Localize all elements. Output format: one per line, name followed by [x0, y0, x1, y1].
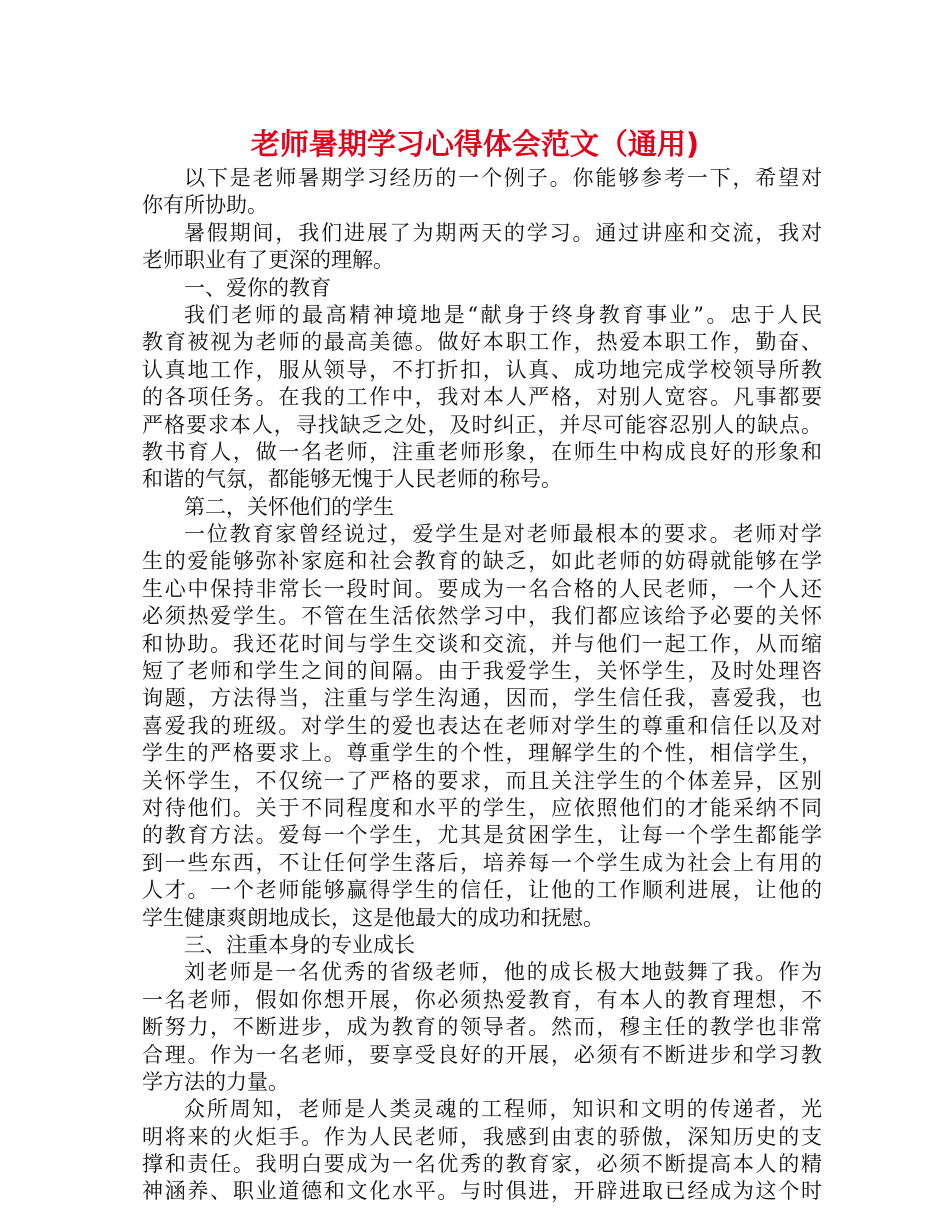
text-line: 暑假期间，我们进展了为期两天的学习。通过讲座和交流，我对	[184, 220, 822, 245]
text-line: 老师职业有了更深的理解。	[142, 248, 394, 273]
text-line: 和协助。我还花时间与学生交谈和交流，并与他们一起工作，从而缩	[142, 631, 822, 656]
text-line: 关怀学生，不仅统一了严格的要求，而且关注学生的个体差异，区别	[142, 768, 822, 793]
text-line: 一、爱你的教育	[184, 275, 331, 300]
text-line: 生心中保持非常长一段时间。要成为一名合格的人民老师，一个人还	[142, 576, 822, 601]
text-line: 的教育方法。爱每一个学生，尤其是贫困学生，让每一个学生都能学	[142, 823, 822, 848]
text-line: 明将来的火炬手。作为人民老师，我感到由衷的骄傲，深知历史的支	[142, 1124, 822, 1149]
text-line: 一名老师，假如你想开展，你必须热爱教育，有本人的教育理想，不	[142, 987, 822, 1012]
text-line: 认真地工作，服从领导，不打折扣，认真、成功地完成学校领导所教	[142, 357, 822, 382]
text-line: 众所周知，老师是人类灵魂的工程师，知识和文明的传递者，光	[184, 1097, 822, 1122]
text-line: 的各项任务。在我的工作中，我对本人严格，对别人宽容。凡事都要	[142, 385, 822, 410]
text-line: 神涵养、职业道德和文化水平。与时俱进，开辟进取已经成为这个时	[142, 1179, 822, 1204]
text-line: 人才。一个老师能够赢得学生的信任，让他的工作顺利进展，让他的	[142, 878, 822, 903]
text-line: 合理。作为一名老师，要享受良好的开展，必须有不断进步和学习教	[142, 1042, 822, 1067]
text-line: 学生的严格要求上。尊重学生的个性，理解学生的个性，相信学生，	[142, 741, 822, 766]
text-line: 学生健康爽朗地成长，这是他最大的成功和抚慰。	[142, 905, 604, 930]
text-line: 撑和责任。我明白要成为一名优秀的教育家，必须不断提高本人的精	[142, 1152, 822, 1177]
text-line: 到一些东西，不让任何学生落后，培养每一个学生成为社会上有用的	[142, 850, 822, 875]
text-line: 刘老师是一名优秀的省级老师，他的成长极大地鼓舞了我。作为	[184, 960, 822, 985]
text-line: 第二，关怀他们的学生	[184, 494, 394, 519]
text-line: 断努力，不断进步，成为教育的领导者。然而，穆主任的教学也非常	[142, 1015, 822, 1040]
text-line: 严格要求本人，寻找缺乏之处，及时纠正，并尽可能容忍别人的缺点。	[142, 412, 822, 437]
text-line: 一位教育家曾经说过，爱学生是对老师最根本的要求。老师对学	[184, 522, 822, 547]
text-line: 和谐的气氛，都能够无愧于人民老师的称号。	[142, 467, 562, 492]
text-line: 你有所协助。	[142, 193, 268, 218]
text-line: 喜爱我的班级。对学生的爱也表达在老师对学生的尊重和信任以及对	[142, 713, 822, 738]
text-line: 我们老师的最高精神境地是“献身于终身教育事业”。忠于人民	[184, 302, 822, 327]
text-line: 以下是老师暑期学习经历的一个例子。你能够参考一下，希望对	[184, 166, 822, 190]
text-line: 生的爱能够弥补家庭和社会教育的缺乏，如此老师的妨碍就能够在学	[142, 549, 822, 574]
document-body	[142, 165, 822, 1206]
text-line: 教书育人，做一名老师，注重老师形象，在师生中构成良好的形象和	[142, 439, 822, 464]
text-line: 三、注重本身的专业成长	[184, 932, 415, 957]
text-line: 必须热爱学生。不管在生活依然学习中，我们都应该给予必要的关怀	[142, 604, 822, 629]
text-line: 询题，方法得当，注重与学生沟通，因而，学生信任我，喜爱我，也	[142, 686, 822, 711]
document-title: 老师暑期学习心得体会范文（通用)	[250, 127, 700, 161]
text-line: 教育被视为老师的最高美德。做好本职工作，热爱本职工作，勤奋、	[142, 330, 822, 355]
text-line: 短了老师和学生之间的间隔。由于我爱学生，关怀学生，及时处理咨	[142, 659, 822, 684]
text-line: 学方法的力量。	[142, 1069, 289, 1094]
text-line: 对待他们。关于不同程度和水平的学生，应依照他们的才能采纳不同	[142, 795, 822, 820]
